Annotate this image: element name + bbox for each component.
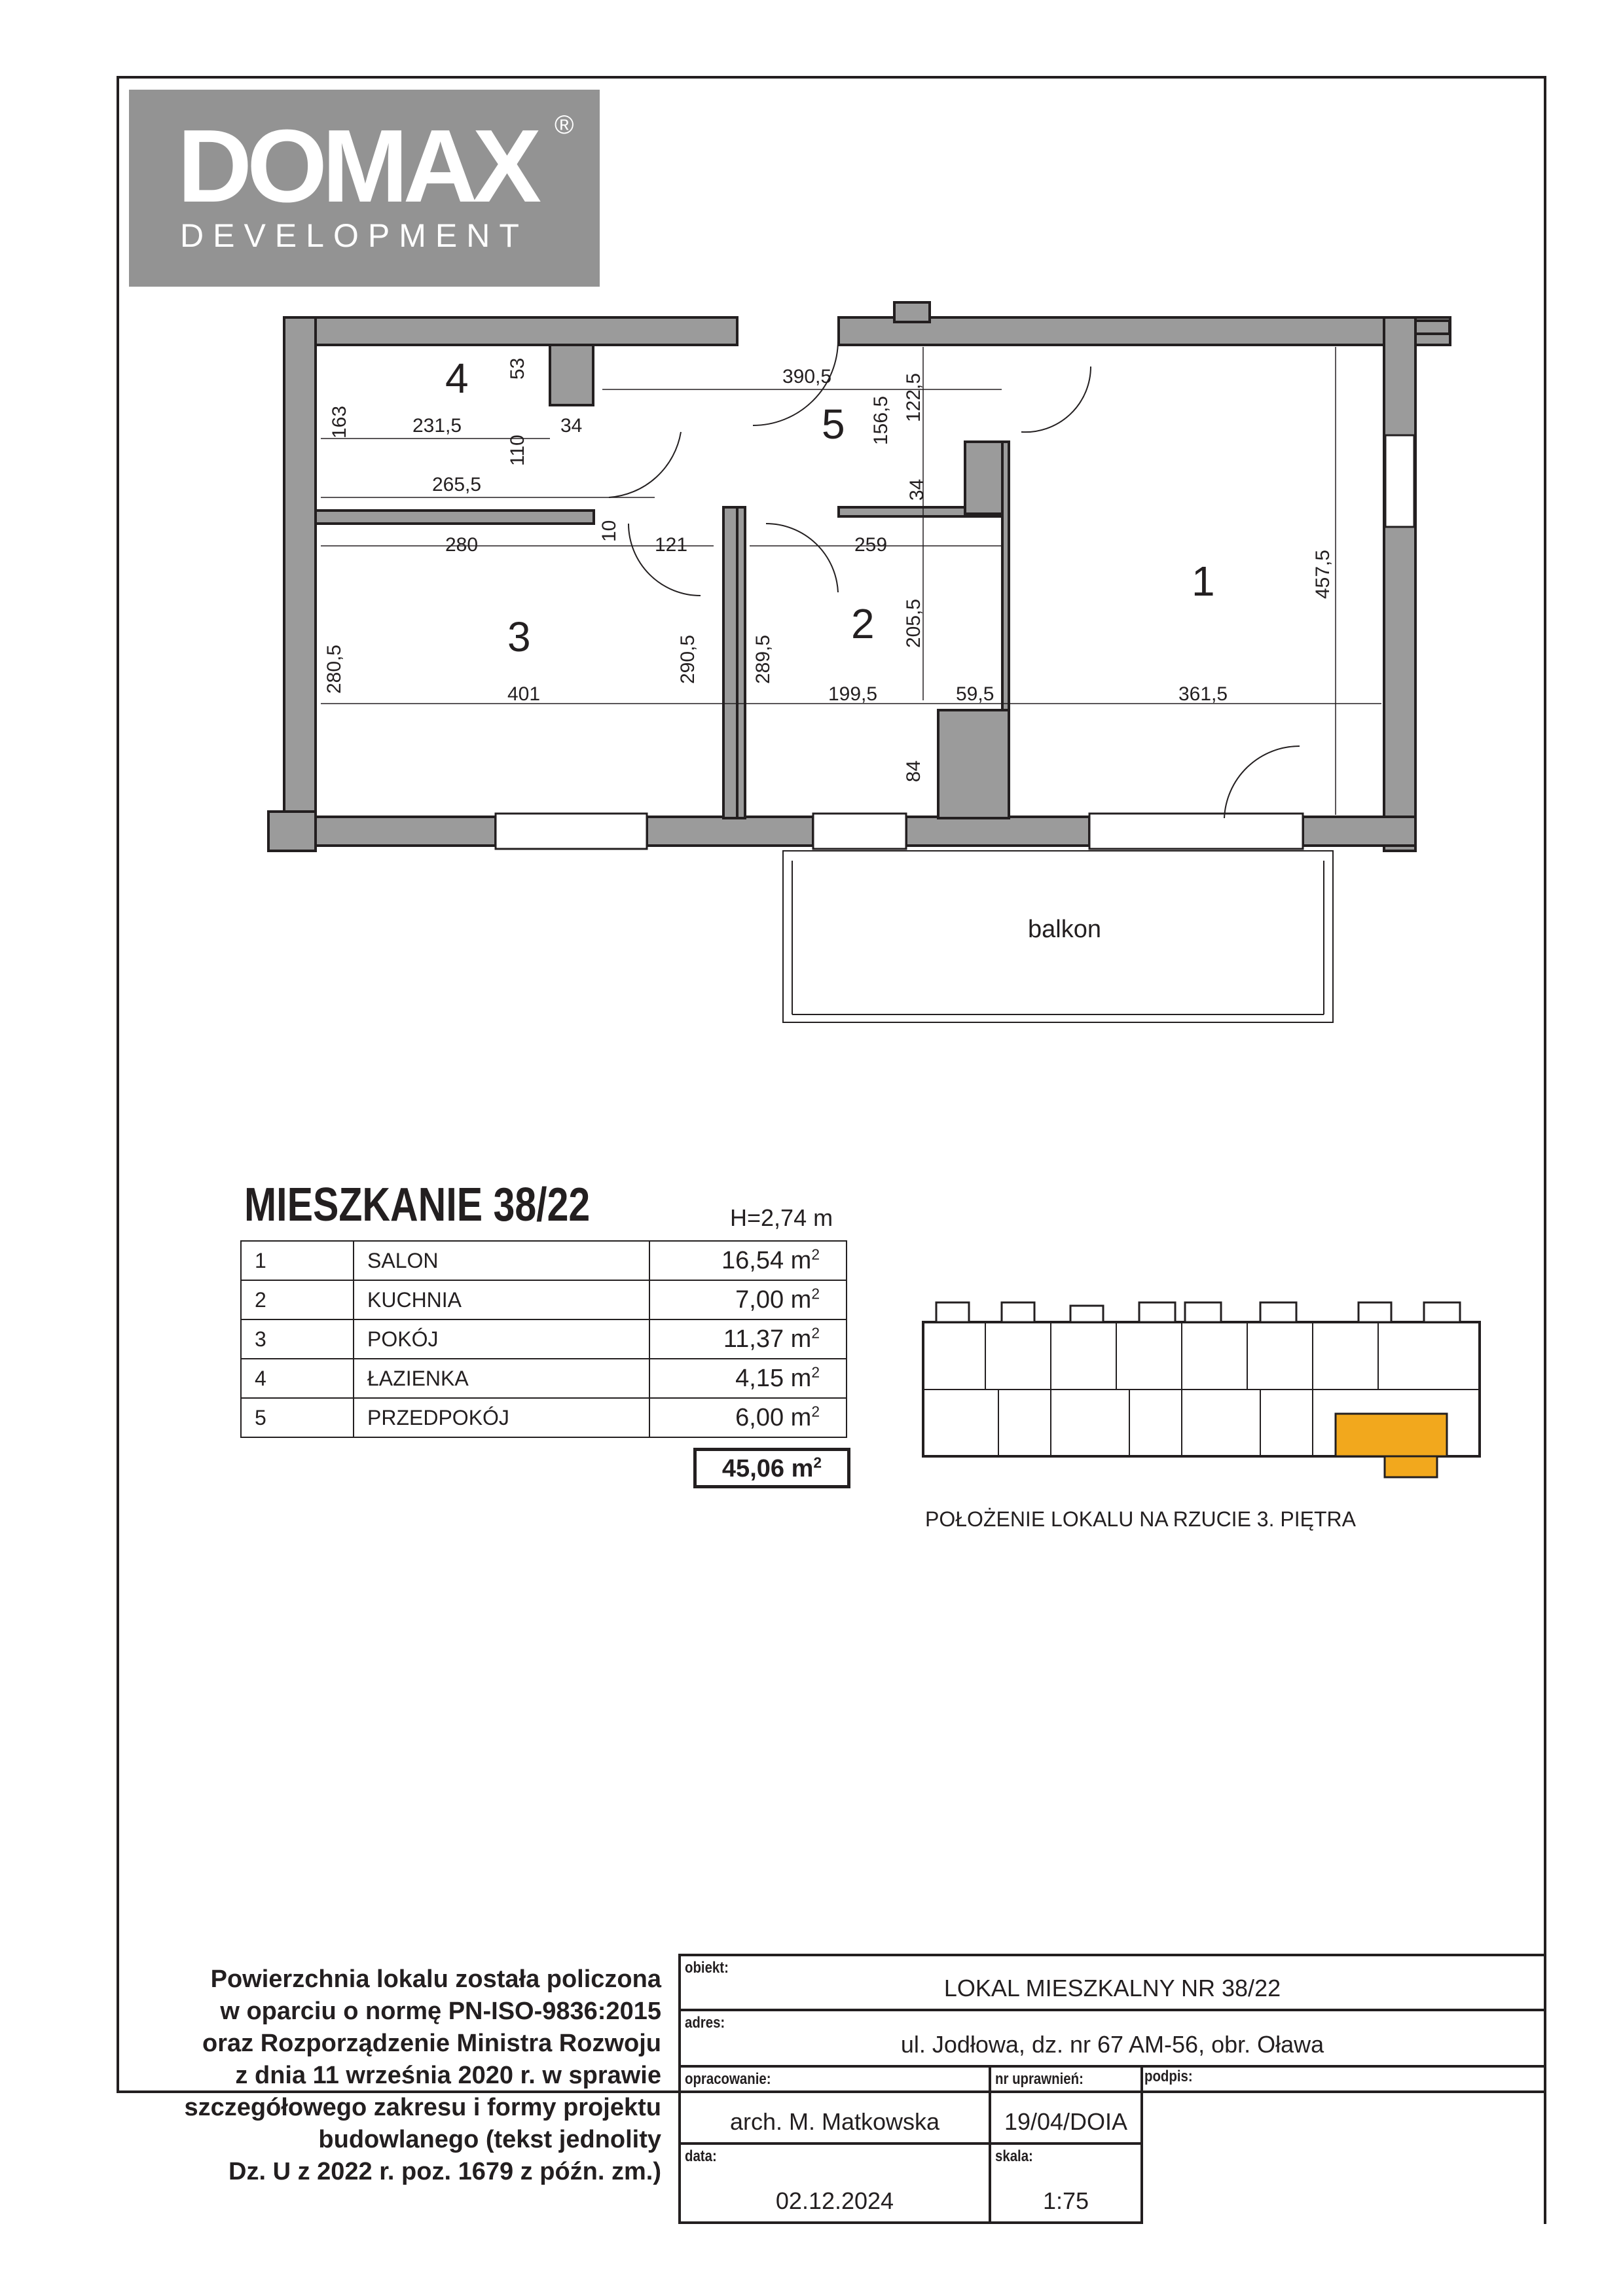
dim-label: 10: [598, 520, 620, 542]
window-salon: [1089, 814, 1303, 849]
dim-label: 110: [507, 435, 528, 466]
wall-kitchen-pier: [938, 710, 1009, 818]
dim-label: 259: [854, 534, 888, 556]
wall-right-ext: [1415, 321, 1450, 334]
wall-bath-chunk: [550, 345, 593, 405]
room-area: 7,00 $m^2$: [649, 1280, 847, 1319]
room-name: ŁAZIENKA: [354, 1359, 649, 1398]
title-block-opracowanie: opracowanie: arch. M. Matkowska: [678, 2065, 991, 2145]
room-number-2: 2: [851, 600, 875, 647]
dim-label: 156,5: [870, 395, 892, 445]
table-row: [241, 1359, 847, 1398]
dim-label: 289,5: [752, 634, 774, 684]
dim-label: 163: [329, 405, 350, 439]
table-row: [241, 1398, 847, 1437]
dim-label: 361,5: [1178, 683, 1228, 705]
dim-label: 290,5: [677, 634, 699, 684]
author: arch. M. Matkowska: [729, 2108, 940, 2135]
room-number-5: 5: [822, 401, 845, 448]
dim-label: 401: [507, 683, 541, 705]
wall-bath-bottom: [316, 511, 594, 524]
dim-label: 231,5: [412, 415, 462, 437]
license-number: 19/04/DOIA: [1004, 2108, 1128, 2135]
room-area: 16,54 $m^2$: [649, 1241, 847, 1280]
wall-bottom-1: [316, 817, 496, 846]
wall-column-top: [894, 302, 930, 322]
wall-bottom-left-corner: [268, 812, 316, 851]
wall-bottom-3: [906, 817, 1089, 846]
wall-top-left: [284, 317, 737, 345]
dim-label: 199,5: [828, 683, 878, 705]
room-area: 11,37 $m^2$: [649, 1319, 847, 1359]
dimension-lines: [321, 347, 1381, 815]
wall-bottom-4: [1303, 817, 1415, 846]
total-area: 45,06 $m^2$: [693, 1448, 850, 1488]
dim-label: 122,5: [903, 372, 924, 422]
dim-label: 457,5: [1312, 549, 1334, 599]
dim-label: 34: [560, 415, 583, 437]
room-number-3: 3: [507, 613, 531, 660]
room-name: KUCHNIA: [354, 1280, 649, 1319]
scale: 1:75: [1042, 2187, 1089, 2214]
wall-right: [1384, 317, 1415, 851]
dim-label: 53: [507, 357, 528, 380]
window-salon-side: [1385, 435, 1414, 527]
table-row: [241, 1280, 847, 1319]
room-no: 1: [241, 1241, 354, 1280]
room-area-table: [240, 1240, 847, 1438]
room-number-4: 4: [445, 355, 469, 402]
room-area: 4,15 $m^2$: [649, 1359, 847, 1398]
window-kitchen: [813, 814, 906, 849]
note-line: szczegółowego zakresu i formy projektu: [184, 2094, 661, 2121]
title-block-obiekt: obiekt: LOKAL MIESZKALNY NR 38/22: [678, 1954, 1546, 2011]
logo-registered-mark: ®: [555, 111, 574, 139]
table-row: [241, 1241, 847, 1280]
dim-label: 121: [655, 534, 688, 556]
note-line: Powierzchnia lokalu została policzona: [210, 1965, 661, 1993]
title-block-data: data: 02.12.2024: [678, 2142, 991, 2224]
apartment-title: MIESZKANIE 38/22: [244, 1179, 591, 1231]
area-note: [118, 1964, 661, 2188]
dim-label: 265,5: [432, 474, 482, 495]
title-block-nr: nr uprawnień: 19/04/DOIA: [989, 2065, 1143, 2145]
title-block-adres: adres: ul. Jodłowa, dz. nr 67 AM-56, obr. Oława: [678, 2009, 1546, 2068]
dim-label: 59,5: [956, 683, 994, 705]
room-no: 2: [241, 1280, 354, 1319]
note-line: Dz. U z 2022 r. poz. 1679 z późn. zm.): [228, 2158, 661, 2185]
dim-label: 280: [445, 534, 479, 556]
wall-kitchen-left: [737, 507, 745, 818]
window-room3: [496, 814, 647, 849]
title-block-skala: skala: 1:75: [989, 2142, 1143, 2224]
balcony-label: balkon: [1028, 916, 1101, 943]
address: ul. Jodłowa, dz. nr 67 AM-56, obr. Oława: [900, 2031, 1324, 2058]
note-line: oraz Rozporządzenie Ministra Rozwoju: [202, 2030, 661, 2057]
dim-label: 205,5: [903, 598, 924, 648]
room-name: POKÓJ: [354, 1319, 649, 1359]
logo-subtitle: DEVELOPMENT: [180, 217, 528, 254]
dim-label: 84: [903, 760, 924, 782]
wall-left: [284, 317, 316, 851]
dim-label: 390,5: [782, 366, 832, 387]
date: 02.12.2024: [775, 2187, 894, 2214]
note-line: w oparciu o normę PN-ISO-9836:2015: [220, 1998, 661, 2025]
dim-label: 34: [906, 478, 928, 501]
highlighted-balcony: [1385, 1456, 1437, 1477]
room-no: 5: [241, 1398, 354, 1437]
room-name: SALON: [354, 1241, 649, 1280]
note-line: budowlanego (tekst jednolity: [318, 2126, 661, 2153]
logo-brand: DOMAX: [177, 109, 537, 224]
location-caption: POŁOŻENIE LOKALU NA RZUCIE 3. PIĘTRA: [925, 1507, 1356, 1531]
wall-bottom-2: [647, 817, 813, 846]
title-block-podpis: podpis:: [1144, 2068, 1193, 2085]
object-name: LOKAL MIESZKALNY NR 38/22: [943, 1975, 1281, 2001]
note-line: z dnia 11 września 2020 r. w sprawie: [235, 2062, 661, 2089]
room-no: 3: [241, 1319, 354, 1359]
location-mini-plan: [920, 1299, 1483, 1486]
room-area: 6,00 $m^2$: [649, 1398, 847, 1437]
room-no: 4: [241, 1359, 354, 1398]
table-row: [241, 1319, 847, 1359]
ceiling-height: H=2,74 m: [730, 1204, 833, 1231]
highlighted-unit: [1336, 1414, 1447, 1456]
dim-label: 280,5: [323, 644, 345, 694]
room-name: PRZEDPOKÓJ: [354, 1398, 649, 1437]
room-number-1: 1: [1192, 558, 1215, 605]
